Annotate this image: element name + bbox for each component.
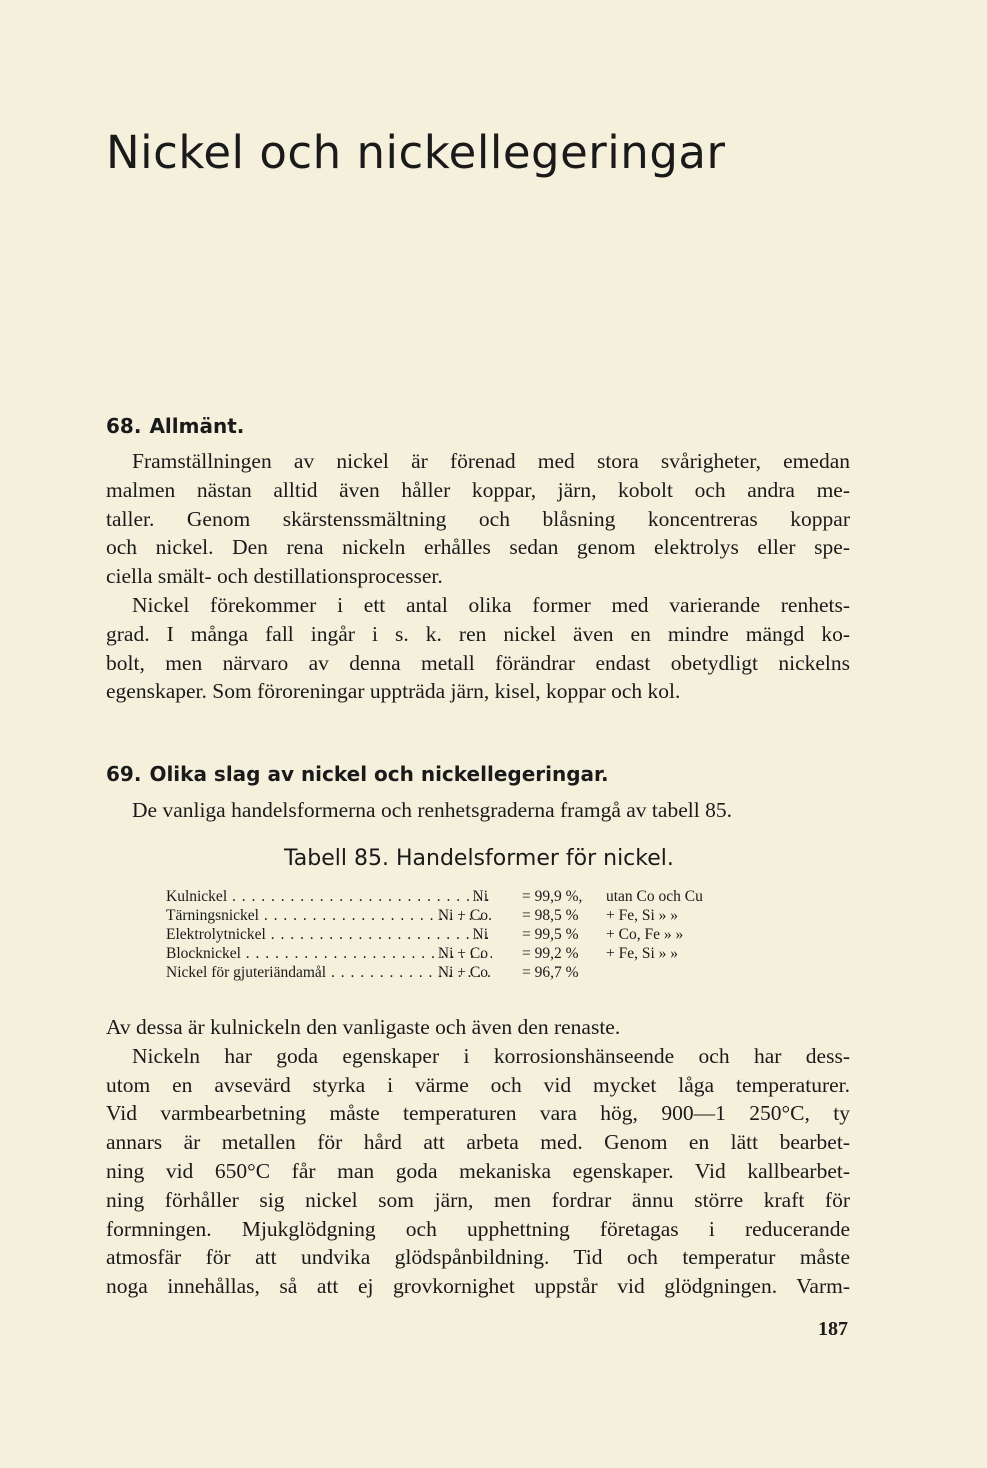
text-line: ning vid 650°C får man goda mekaniska egenskaper. Vid kallbearbet- (106, 1158, 850, 1183)
row-formula: Ni (472, 926, 488, 943)
section-title: Olika slag av nickel och nickellegeringar. (149, 762, 609, 786)
section-title: Allmänt. (149, 414, 245, 438)
table-row (166, 964, 806, 983)
text-line: annars är metallen för hård att arbeta med. Genom en lätt bearbet- (106, 1130, 850, 1155)
row-formula: Ni + Co (437, 945, 488, 962)
text-line: Av dessa är kulnickeln den vanligaste och även den renaste. (106, 1015, 621, 1039)
row-note: utan Co och Cu (606, 888, 703, 905)
row-value: = 98,5 % (522, 907, 579, 924)
chapter-title: Nickel och nickellegeringar (106, 126, 726, 179)
row-name: Tärningsnickel . . . (166, 907, 492, 925)
row-value: = 99,2 % (522, 945, 579, 962)
text-line: egenskaper. Som föroreningar uppträda järn, kisel, koppar och kol. (106, 679, 681, 704)
table-row (166, 926, 806, 945)
row-formula: Ni (472, 888, 488, 905)
row-value: = 99,9 %, (522, 888, 583, 905)
row-name: Elektrolytnickel . . . (166, 926, 492, 944)
table-row (166, 907, 806, 926)
text-line: Vid varmbearbetning måste temperaturen vara hög, 900—1 250°C, ty (106, 1101, 850, 1126)
text-line: De vanliga handelsformerna och renhetsgraderna framgå av tabell 85. (132, 798, 732, 822)
text-line: utom en avsevärd styrka i värme och vid mycket låga temperaturer. (106, 1072, 850, 1097)
paragraph-after-table (106, 1013, 850, 1301)
text-line: Framställningen av nickel är förenad med stora svårigheter, emedan (132, 449, 850, 473)
row-name: Nickel för gjuteriändamål . . . (166, 964, 492, 982)
row-name: Blocknickel . . . (166, 945, 492, 963)
text-line: ning förhåller sig nickel som järn, men fordrar ännu större kraft för (106, 1187, 850, 1212)
row-value: = 99,5 % (522, 926, 579, 943)
section-69-heading (106, 762, 609, 786)
text-line: ciella smält- och destillationsprocesser. (106, 564, 443, 589)
text-line: taller. Genom skärstenssmältning och blåsning koncentreras koppar (106, 506, 850, 531)
row-formula: Ni + Co (437, 907, 488, 924)
row-name: Kulnickel . . . (166, 888, 492, 906)
row-note: + Co, Fe » » (606, 926, 684, 943)
text-line: noga innehållas, så att ej grovkornighet uppstår vid glödgningen. Varm- (106, 1274, 850, 1299)
section-68-heading (106, 414, 244, 438)
row-note: + Fe, Si » » (606, 945, 679, 962)
table-row (166, 945, 806, 964)
row-formula: Ni + Co (437, 964, 488, 981)
table-row (166, 888, 806, 907)
section-number: 68. (106, 414, 142, 438)
row-note: + Fe, Si » » (606, 907, 679, 924)
text-line: Nickel förekommer i ett antal olika former med varierande renhets- (132, 592, 850, 617)
text-line: Nickeln har goda egenskaper i korrosionshänseende och har dess- (132, 1043, 850, 1068)
paragraph-framstallning (106, 447, 850, 706)
text-line: malmen nästan alltid även håller koppar, järn, kobolt och andra me- (106, 477, 850, 502)
section-number: 69. (106, 762, 142, 786)
text-line: och nickel. Den rena nickeln erhålles sedan genom elektrolys eller spe- (106, 535, 850, 560)
text-line: formningen. Mjukglödgning och upphettning företagas i reducerande (106, 1216, 850, 1241)
row-value: = 96,7 % (522, 964, 579, 981)
text-line: bolt, men närvaro av denna metall förändrar endast obetydligt nickelns (106, 650, 850, 675)
page-number: 187 (818, 1318, 848, 1340)
table-85 (166, 888, 806, 983)
text-line: atmosfär för att undvika glödspånbildning. Tid och temperatur måste (106, 1245, 850, 1270)
paragraph-intro-69 (106, 796, 850, 825)
table-caption: Tabell 85. Handelsformer för nickel. (284, 846, 674, 871)
text-line: grad. I många fall ingår i s. k. ren nickel även en mindre mängd ko- (106, 621, 850, 646)
